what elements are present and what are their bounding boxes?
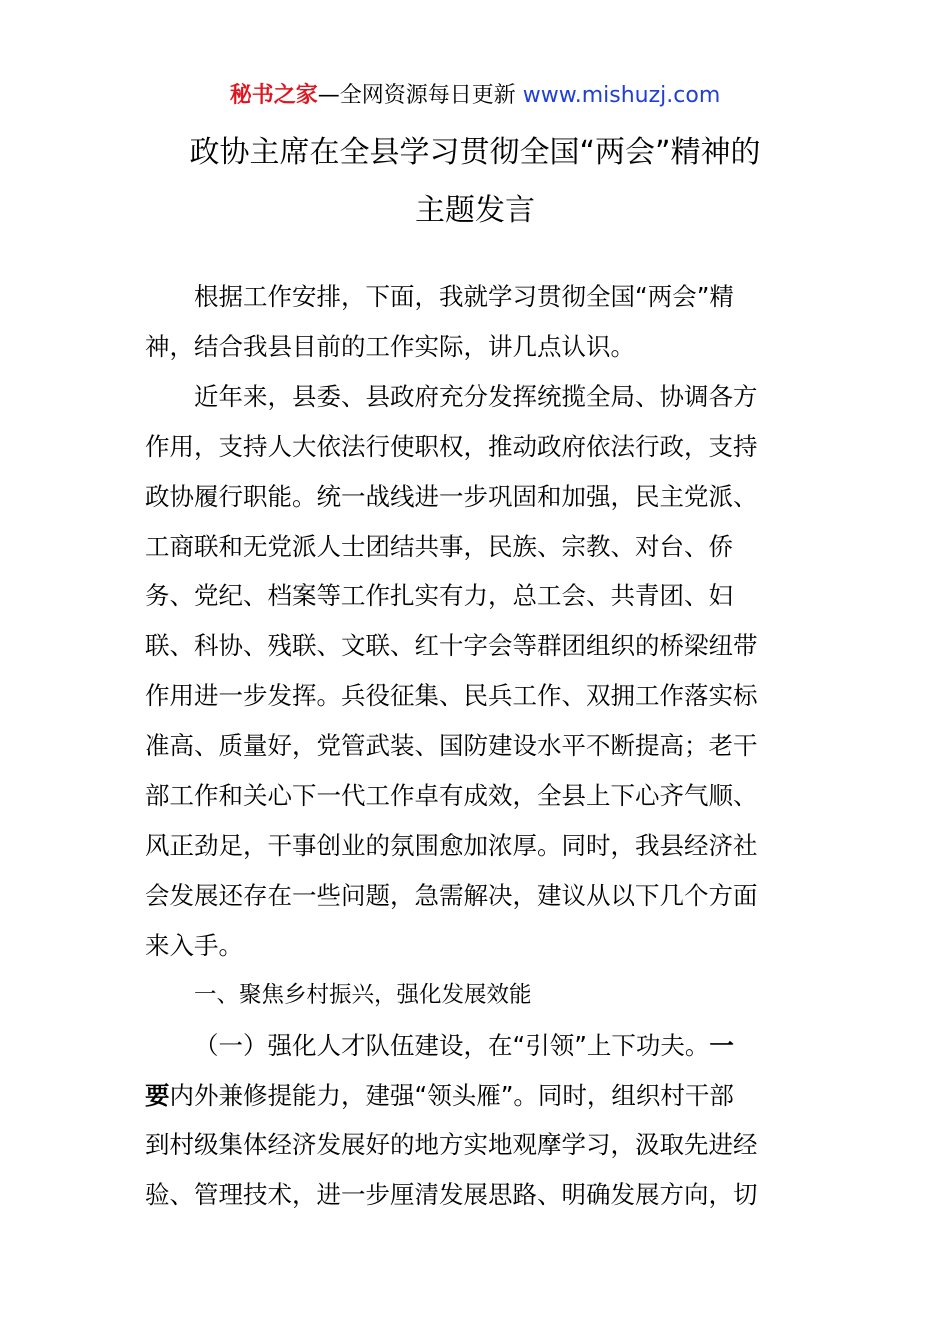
bold-lead-char: 要 <box>145 1080 170 1110</box>
paragraph-line <box>145 1071 807 1121</box>
brand-name: 秘书之家 <box>229 83 318 108</box>
site-url-link[interactable]: www.mishuzj.com <box>522 83 721 108</box>
document-title <box>0 124 950 240</box>
paragraph-line: 联、科协、残联、文联、红十字会等群团组织的桥梁纽带 <box>145 631 758 661</box>
paragraph-line: 近年来，县委、县政府充分发挥统揽全局、协调各方 <box>194 381 758 411</box>
paragraph-1 <box>145 272 807 372</box>
paragraph-line: 来入手。 <box>145 930 243 960</box>
title-line-2: 主题发言 <box>415 193 535 228</box>
paragraph-line: 政协履行职能。统一战线进一步巩固和加强，民主党派、 <box>145 481 758 511</box>
paragraph-line: 验、管理技术，进一步厘清发展思路、明确发展方向，切 <box>145 1180 758 1210</box>
paragraph-2 <box>145 372 807 971</box>
paragraph-line: 到村级集体经济发展好的地方实地观摩学习，汲取先进经 <box>145 1130 758 1160</box>
paragraph-line: 作用进一步发挥。兵役征集、民兵工作、双拥工作落实标 <box>145 681 758 711</box>
paragraph-text: 内外兼修提能力，建强“领头雁”。同时，组织村干部 <box>169 1080 734 1110</box>
paragraph-line <box>145 1021 807 1071</box>
header-tagline: —全网资源每日更新 <box>317 83 516 108</box>
bold-lead-char: 一 <box>709 1030 734 1060</box>
paragraph-line: 风正劲足，干事创业的氛围愈加浓厚。同时，我县经济社 <box>145 830 758 860</box>
section-heading-1: 一、聚焦乡村振兴，强化发展效能 <box>194 981 532 1008</box>
paragraph-line: 作用，支持人大依法行使职权，推动政府依法行政，支持 <box>145 431 758 461</box>
site-header <box>0 81 950 111</box>
paragraph-line: 部工作和关心下一代工作卓有成效，全县上下心齐气顺、 <box>145 781 758 811</box>
subsection-heading: （一）强化人才队伍建设，在“引领”上下功夫。 <box>194 1030 710 1060</box>
title-line-1: 政协主席在全县学习贯彻全国“两会”精神的 <box>189 135 761 170</box>
document-body <box>145 272 807 1220</box>
paragraph-line: 神，结合我县目前的工作实际，讲几点认识。 <box>145 331 635 361</box>
paragraph-line: 工商联和无党派人士团结共事，民族、宗教、对台、侨 <box>145 531 733 561</box>
paragraph-line: 根据工作安排，下面，我就学习贯彻全国“两会”精 <box>194 282 734 311</box>
paragraph-line: 准高、质量好，党管武装、国防建设水平不断提高；老干 <box>145 731 758 761</box>
paragraph-line: 务、党纪、档案等工作扎实有力，总工会、共青团、妇 <box>145 581 733 611</box>
paragraph-line: 会发展还存在一些问题，急需解决，建议从以下几个方面 <box>145 880 758 910</box>
paragraph-3 <box>145 1021 807 1221</box>
